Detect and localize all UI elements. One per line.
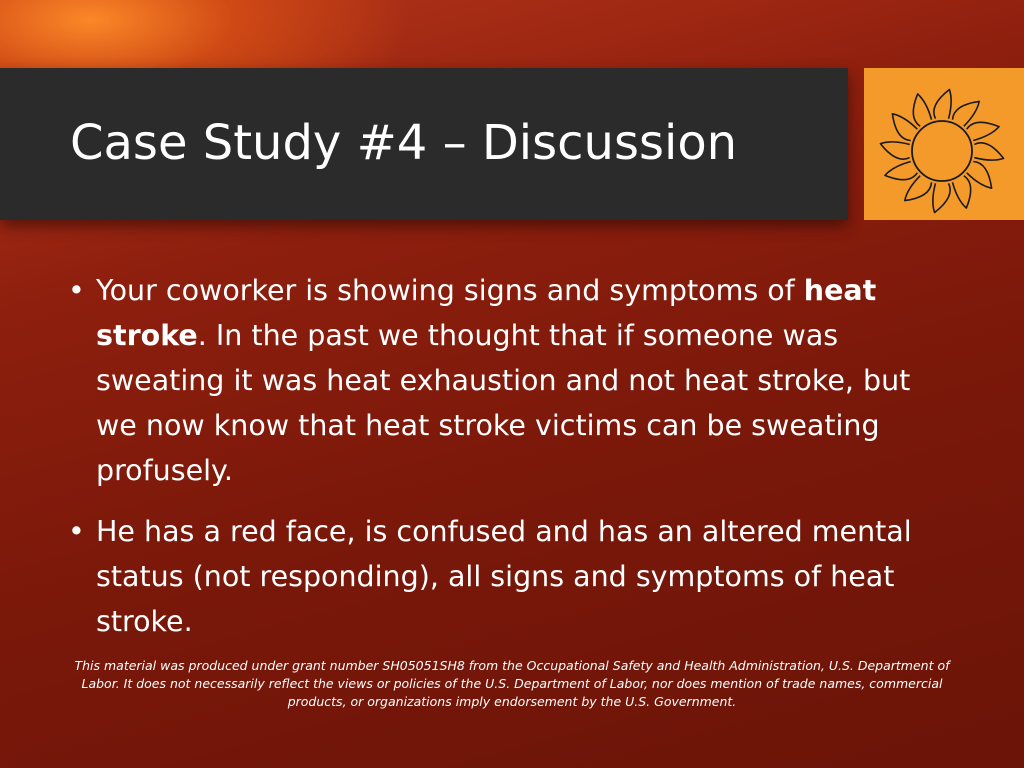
sun-ray — [880, 142, 909, 159]
sun-icon — [864, 68, 1024, 220]
icon-box — [864, 68, 1024, 220]
bullet-marker: • — [68, 274, 85, 307]
bullet-text: . In the past we thought that if someone was sweating it was heat exhaustion and not heat stroke, but we now know that heat stroke victims can be sweating profusely. — [96, 319, 911, 487]
bullet-item — [68, 509, 948, 644]
bullet-text: He has a red face, is confused and has an altered mental status (not responding), all signs and symptoms of heat stroke. — [96, 515, 912, 638]
sun-ray — [934, 89, 951, 118]
slide-title: Case Study #4 – Discussion — [70, 115, 738, 171]
bullet-emphasis: heat stroke — [96, 274, 877, 352]
sun-ray — [885, 161, 917, 179]
bullet-list — [68, 268, 948, 660]
sun-ray — [913, 94, 931, 126]
sun-ray — [933, 183, 950, 212]
disclaimer-footer: This material was produced under grant number SH05051SH8 from the Occupational Safety and Health Administration, U.S. Department of Labor. It does not necessarily reflect the views or policies of the U.S. Department of Labor, nor does mention of trade names, commercial products, or organizations imply endorsement by the U.S. Government. — [74, 658, 950, 709]
sun-ray — [967, 122, 999, 140]
bullet-marker: • — [68, 515, 85, 548]
bullet-text: Your coworker is showing signs and symptoms of — [96, 274, 804, 307]
sun-ray — [974, 143, 1003, 160]
bullet-item — [68, 268, 948, 493]
sun-ray — [952, 176, 970, 208]
